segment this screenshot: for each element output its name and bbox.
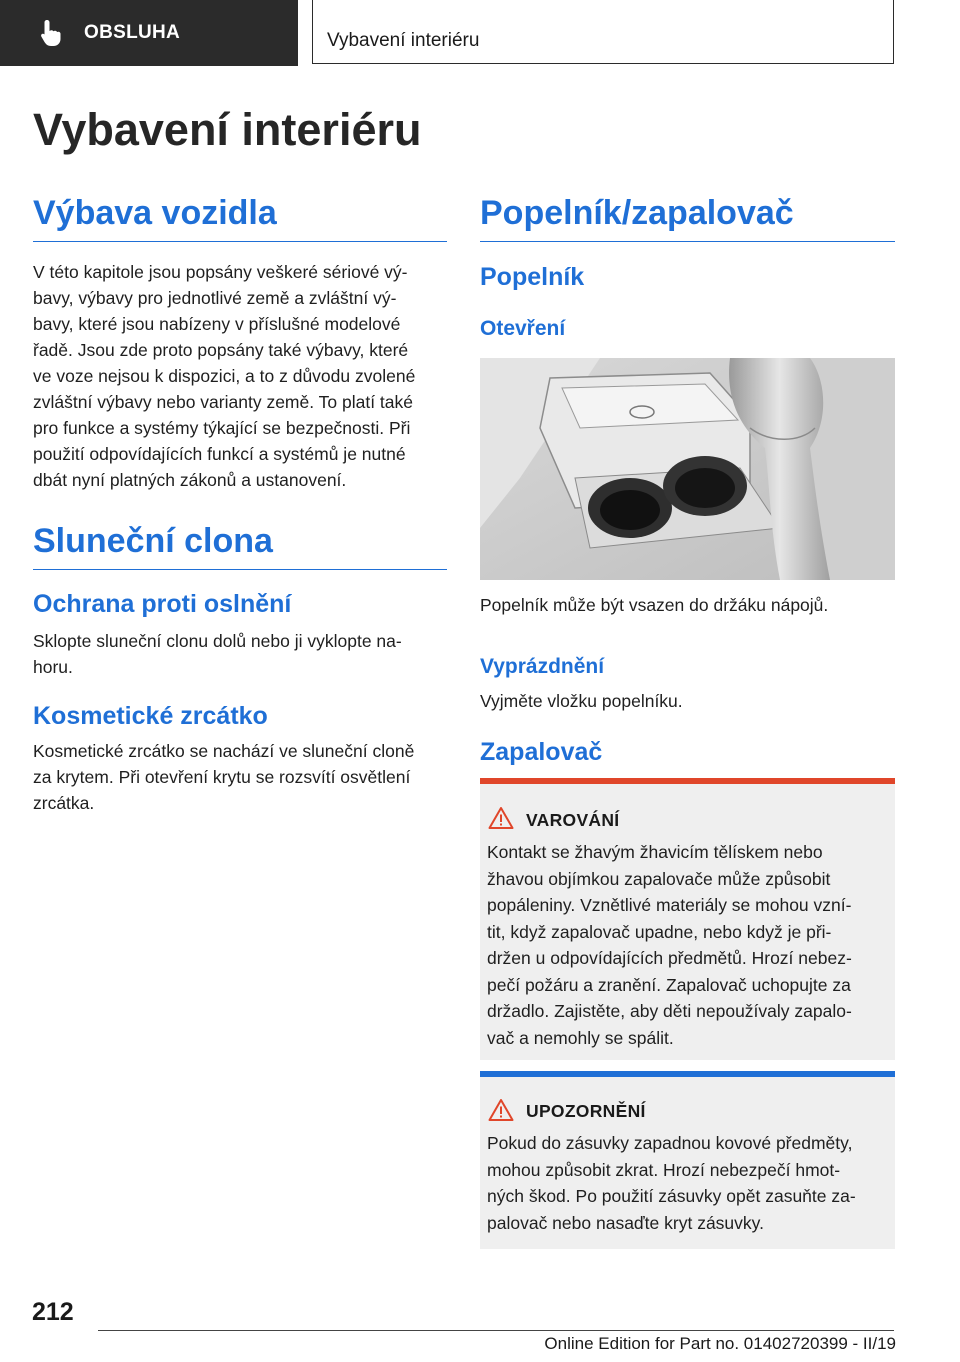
warning-triangle-icon [488,1098,514,1122]
heading-slunecni-clona: Sluneční clona [33,522,447,570]
text-line: za krytem. Při otevření krytu se rozsvítí osvětlení [33,767,411,787]
heading-zapalovac: Zapalovač [480,738,603,766]
text-line: bavy, které jsou nabízeny v příslušné modelové [33,314,401,334]
breadcrumb [312,0,894,64]
text-line: tit, když zapalovač upadne, nebo když je při‐ [487,921,832,942]
text-line: Pokud do zásuvky zapadnou kovové předměty, [487,1133,853,1153]
section-label: OBSLUHA [84,22,181,43]
footer-divider [98,1330,894,1331]
warning-box [480,778,895,1060]
text-line: vač a nemohly se spálit. [487,1027,674,1048]
heading-popelnik-zapalovac: Popelník/zapalovač [480,194,895,242]
notice-text [487,1130,887,1236]
heading-otevreni: Otevření [480,317,566,340]
paragraph-ochrana [33,628,447,680]
text-line: Kontakt se žhavým žhavicím tělískem nebo [487,842,823,862]
text-line: Kosmetické zrcátko se nachází ve sluneční cloně [33,741,415,761]
text-line: řadě. Jsou zde proto popsány také výbavy, které [33,340,409,360]
heading-popelnik: Popelník [480,263,585,291]
text-line: použití odpovídajících funkcí a systémů je nutné [33,444,406,464]
heading-kosmeticke-zrcatko: Kosmetické zrcátko [33,702,268,730]
warning-text [487,839,887,1051]
text-line: mohou způsobit zkrat. Hrozí nebezpečí hmot‐ [487,1159,841,1180]
ashtray-photo [480,358,895,580]
text-line: pro funkce a systémy týkající se bezpečnosti. Při [33,418,411,438]
text-line: zrcátka. [33,793,95,813]
text-line: Sklopte sluneční clonu dolů nebo ji vyklopte na‐ [33,631,402,651]
heading-vyprazdneni: Vyprázdnění [480,655,605,678]
text-line: bavy, výbavy pro jednotlivé země a zvláštní vý‐ [33,288,397,308]
text-line: žhavou objímkou zapalovače může způsobit [487,868,831,889]
section-tab[interactable] [0,0,298,66]
heading-ochrana-proti-osleni: Ochrana proti oslnění [33,590,292,618]
text-line: popáleniny. Vznětlivé materiály se mohou vzní‐ [487,895,852,915]
text-line: palovač nebo nasaďte kryt zásuvky. [487,1212,764,1233]
warning-title: VAROVÁNÍ [526,810,620,830]
heading-vybava-vozidla: Výbava vozidla [33,194,447,242]
text-line: dbát nyní platných zákonů a ustanovení. [33,470,347,490]
text-line: zvláštní výbavy nebo varianty země. To platí také [33,392,414,412]
notice-title: UPOZORNĚNÍ [526,1101,646,1121]
notice-box [480,1071,895,1249]
notice-bar [480,1071,895,1077]
page-title: Vybavení interiéru [33,104,422,155]
paragraph-zrcatko [33,738,447,816]
text-line: horu. [33,657,73,677]
warning-bar [480,778,895,784]
text-line: držen u odpovídajících předmětů. Hrozí nebez‐ [487,948,852,968]
text-line: ve voze nejsou k dispozici, a to z důvodu zvolené [33,366,416,386]
paragraph-vyprazdneni: Vyjměte vložku popelníku. [480,691,683,711]
footer-edition[interactable]: Online Edition for Part no. 01402720399 - II/19 [544,1334,896,1353]
text-line: pečí požáru a zranění. Zapalovač uchopujte za [487,974,851,995]
warning-triangle-icon [488,806,514,830]
breadcrumb-label: Vybavení interiéru [327,30,480,51]
caption-ashtray: Popelník může být vsazen do držáku nápojů. [480,595,829,615]
text-line: V této kapitole jsou popsány veškeré sériové vý‐ [33,262,408,282]
hand-pointer-icon [38,18,66,48]
paragraph-vybava [33,259,447,493]
text-line: ných škod. Po použití zásuvky opět zasuňte za‐ [487,1186,856,1206]
text-line: držadlo. Zajistěte, aby děti nepoužívaly zapalo‐ [487,1001,852,1021]
page-number: 212 [32,1298,74,1326]
